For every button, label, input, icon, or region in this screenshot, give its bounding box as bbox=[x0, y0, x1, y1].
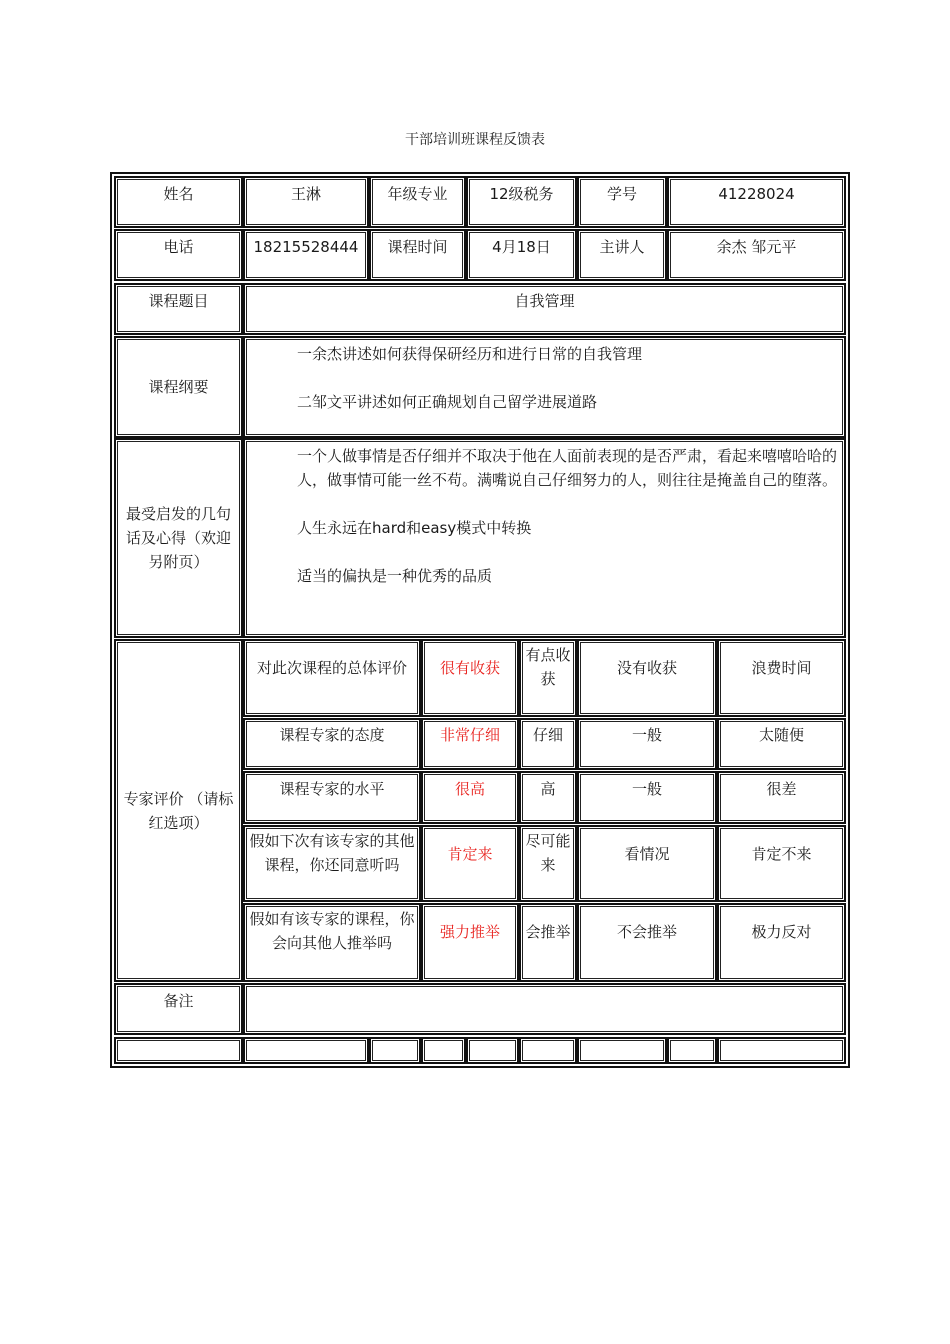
eval-option-selected[interactable]: 很有收获 bbox=[421, 639, 519, 717]
empty-cell bbox=[466, 1037, 519, 1064]
name-value: 王淋 bbox=[243, 176, 369, 228]
topic-value: 自我管理 bbox=[243, 283, 846, 335]
speaker-label: 主讲人 bbox=[577, 229, 667, 281]
outline-label: 课程纲要 bbox=[114, 336, 243, 438]
eval-question: 课程专家的态度 bbox=[243, 718, 421, 770]
eval-option[interactable]: 尽可能来 bbox=[519, 825, 577, 902]
speaker-value: 余杰 邹元平 bbox=[667, 229, 846, 281]
eval-option[interactable]: 没有收获 bbox=[577, 639, 717, 717]
insight-item: 一个人做事情是否仔细并不取决于他在人面前表现的是否严肃，看起来嘻嘻哈哈的人，做事情可能一丝不苟。满嘴说自己仔细努力的人，则往往是掩盖自己的堕落。 bbox=[297, 447, 838, 489]
eval-question: 对此次课程的总体评价 bbox=[243, 639, 421, 717]
remarks-label: 备注 bbox=[114, 983, 243, 1035]
eval-option-selected[interactable]: 肯定来 bbox=[421, 825, 519, 902]
empty-cell bbox=[519, 1037, 577, 1064]
eval-option[interactable]: 肯定不来 bbox=[717, 825, 846, 902]
eval-option[interactable]: 高 bbox=[519, 771, 577, 824]
major-value: 12级税务 bbox=[466, 176, 577, 228]
major-label: 年级专业 bbox=[369, 176, 466, 228]
empty-cell bbox=[114, 1037, 243, 1064]
eval-option[interactable]: 太随便 bbox=[717, 718, 846, 770]
topic-label: 课程题目 bbox=[114, 283, 243, 335]
eval-option[interactable]: 仔细 bbox=[519, 718, 577, 770]
eval-option[interactable]: 很差 bbox=[717, 771, 846, 824]
insight-label: 最受启发的几句话及心得（欢迎另附页） bbox=[114, 438, 243, 638]
outline-item: 一余杰讲述如何获得保研经历和进行日常的自我管理 bbox=[297, 345, 643, 363]
remarks-field[interactable] bbox=[243, 983, 846, 1035]
course-time-label: 课程时间 bbox=[369, 229, 466, 281]
insight-content bbox=[243, 438, 846, 638]
eval-option-selected[interactable]: 非常仔细 bbox=[421, 718, 519, 770]
name-label: 姓名 bbox=[114, 176, 243, 228]
empty-cell bbox=[421, 1037, 466, 1064]
eval-option[interactable]: 会推举 bbox=[519, 903, 577, 982]
insight-item: 适当的偏执是一种优秀的品质 bbox=[297, 567, 493, 585]
empty-cell bbox=[369, 1037, 421, 1064]
empty-cell bbox=[243, 1037, 369, 1064]
eval-option[interactable]: 不会推举 bbox=[577, 903, 717, 982]
page-title: 干部培训班课程反馈表 bbox=[405, 132, 545, 148]
eval-option[interactable]: 看情况 bbox=[577, 825, 717, 902]
empty-cell bbox=[717, 1037, 846, 1064]
eval-option[interactable]: 一般 bbox=[577, 718, 717, 770]
eval-question: 假如有该专家的课程，你会向其他人推举吗 bbox=[243, 903, 421, 982]
eval-option-selected[interactable]: 强力推举 bbox=[421, 903, 519, 982]
eval-option[interactable]: 极力反对 bbox=[717, 903, 846, 982]
empty-cell bbox=[577, 1037, 667, 1064]
evaluation-label: 专家评价 （请标红选项） bbox=[114, 639, 243, 982]
insight-item: 人生永远在hard和easy模式中转换 bbox=[297, 519, 532, 537]
eval-question: 课程专家的水平 bbox=[243, 771, 421, 824]
phone-value: 18215528444 bbox=[243, 229, 369, 281]
outline-content bbox=[243, 336, 846, 438]
outline-item: 二邹文平讲述如何正确规划自己留学进展道路 bbox=[297, 393, 598, 411]
empty-cell bbox=[667, 1037, 717, 1064]
student-id-label: 学号 bbox=[577, 176, 667, 228]
eval-question: 假如下次有该专家的其他课程，你还同意听吗 bbox=[243, 825, 421, 902]
student-id-value: 41228024 bbox=[667, 176, 846, 228]
course-time-value: 4月18日 bbox=[466, 229, 577, 281]
eval-option-selected[interactable]: 很高 bbox=[421, 771, 519, 824]
eval-option[interactable]: 一般 bbox=[577, 771, 717, 824]
eval-option[interactable]: 浪费时间 bbox=[717, 639, 846, 717]
phone-label: 电话 bbox=[114, 229, 243, 281]
eval-option[interactable]: 有点收获 bbox=[519, 639, 577, 717]
